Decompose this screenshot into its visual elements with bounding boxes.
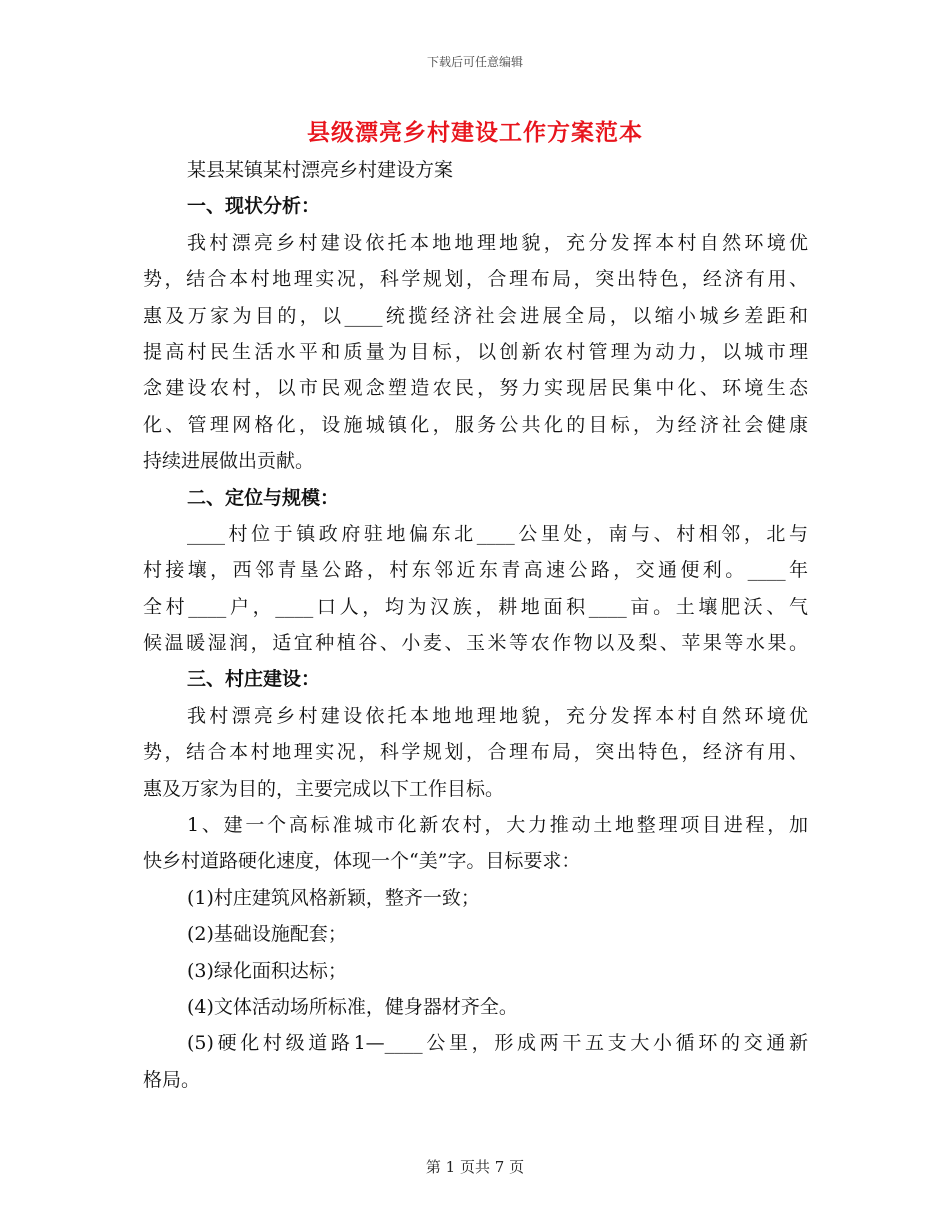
paragraph-line: 快乡村道路硬化速度，体现一个“美”字。目标要求：	[143, 850, 581, 873]
paragraph-line: 1、建一个高标准城市化新农村，大力推动土地整理项目进程，加	[187, 814, 808, 837]
paragraph-line: 格局。	[143, 1068, 201, 1091]
paragraph-line: 化、管理网格化，设施城镇化，服务公共化的目标，为经济社会健康	[143, 413, 808, 436]
paragraph-line: 惠及万家为目的，以____统揽经济社会进展全局，以缩小城乡差距和	[143, 304, 808, 327]
list-item: (2)基础设施配套；	[187, 923, 347, 946]
page-footer: 第 1 页共 7 页	[425, 1158, 525, 1176]
document-title: 县级漂亮乡村建设工作方案范本	[307, 119, 643, 146]
paragraph-line: 持续进展做出贡献。	[143, 450, 315, 473]
section-heading-construction: 三、村庄建设：	[187, 668, 321, 691]
document-body	[143, 152, 808, 1098]
section-heading-status: 一、现状分析：	[187, 195, 321, 218]
paragraph-line: 惠及万家为目的，主要完成以下工作目标。	[143, 777, 505, 800]
paragraph-line: 候温暖湿润，适宜种植谷、小麦、玉米等农作物以及梨、苹果等水果。	[143, 632, 808, 655]
list-item: (3)绿化面积达标；	[187, 959, 347, 982]
paragraph-line: 我村漂亮乡村建设依托本地地理地貌，充分发挥本村自然环境优	[187, 231, 808, 254]
paragraph-line: 势，结合本村地理实况，科学规划，合理布局，突出特色，经济有用、	[143, 741, 808, 764]
document-subtitle: 某县某镇某村漂亮乡村建设方案	[187, 159, 454, 181]
paragraph-line: ____村位于镇政府驻地偏东北____公里处，南与、村相邻，北与	[187, 522, 808, 545]
paragraph-line: 全村____户，____口人，均为汉族，耕地面积____亩。土壤肥沃、气	[143, 595, 808, 618]
paragraph-line: 提高村民生活水平和质量为目标，以创新农村管理为动力，以城市理	[143, 340, 808, 363]
list-item: (4)文体活动场所标准，健身器材齐全。	[187, 995, 518, 1018]
paragraph-line: 势，结合本村地理实况，科学规划，合理布局，突出特色，经济有用、	[143, 268, 808, 291]
paragraph-line: 村接壤，西邻青垦公路，村东邻近东青高速公路，交通便利。____年	[143, 559, 808, 582]
header-note: 下载后可任意编辑	[426, 55, 523, 69]
paragraph-line: 念建设农村，以市民观念塑造农民，努力实现居民集中化、环境生态	[143, 377, 808, 400]
section-heading-positioning: 二、定位与规模：	[187, 486, 340, 509]
list-item: (5)硬化村级道路1—____公里，形成两干五支大小循环的交通新	[187, 1032, 808, 1055]
paragraph-line: 我村漂亮乡村建设依托本地地理地貌，充分发挥本村自然环境优	[187, 704, 808, 727]
list-item: (1)村庄建筑风格新颖，整齐一致；	[187, 886, 480, 909]
